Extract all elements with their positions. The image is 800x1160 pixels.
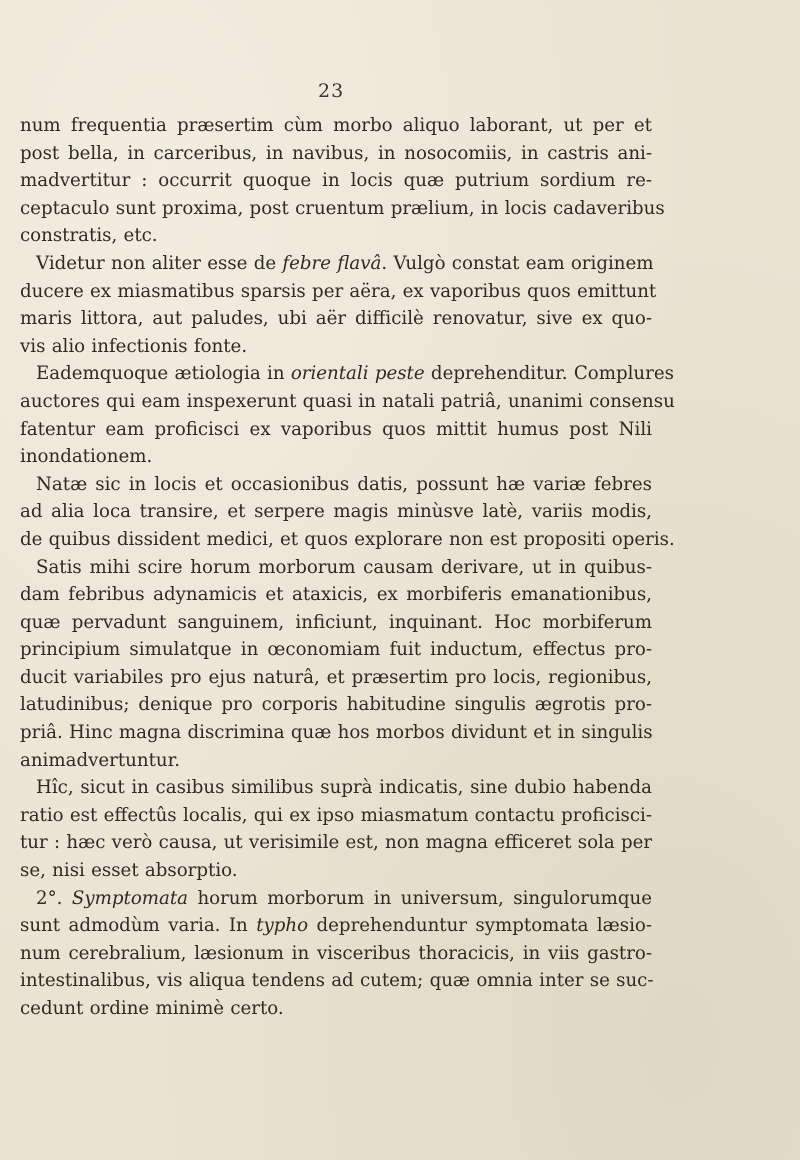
text-line: cedunt ordine minimè certo. [20,998,284,1019]
text-line: Hîc, sicut in casibus similibus suprà indicatis, sine dubio habenda [36,777,652,799]
text-line: ceptaculo sunt proxima, post cruentum prælium, in locis cadaveribus [20,197,665,219]
text-line: fatentur eam proficisci ex vaporibus quos mittit humus post Nili [20,418,652,440]
text-line: madvertitur : occurrit quoque in locis quæ putrium sordium re- [20,170,652,192]
text-line: principium simulatque in œconomiam fuit inductum, effectus pro- [20,639,652,661]
text-line: constratis, etc. [20,225,158,247]
text-line: inondationem. [20,446,153,468]
text-line: maris littora, aut paludes, ubi aër difficilè renovatur, sive ex quo- [20,308,652,330]
text-line: dam febribus adynamicis et ataxicis, ex morbiferis emanationibus, [20,584,652,606]
text-line: intestinalibus, vis aliqua tendens ad cutem; quæ omnia inter se suc- [20,970,654,992]
text-line: sunt admodùm varia. In typho deprehenduntur symptomata læsio- [20,915,652,937]
italic-term: orientali peste [290,363,425,385]
text-line: quæ pervadunt sanguinem, inficiunt, inquinant. Hoc morbiferum [20,611,652,633]
text-line: ratio est effectûs localis, qui ex ipso miasmatum contactu proficisci- [20,804,652,826]
text-line: 2°. Symptomata horum morborum in universum, singulorumque [36,887,652,909]
page-number: 23 [318,80,345,102]
text-line: Satis mihi scire horum morborum causam derivare, ut in quibus- [36,556,652,578]
text-line: Videtur non aliter esse de febre flavâ. Vulgò constat eam originem [36,252,654,274]
text-line: ducit variabiles pro ejus naturâ, et præsertim pro locis, regionibus, [20,666,652,688]
text-line: animadvertuntur. [20,749,181,771]
italic-term: Symptomata [71,887,189,909]
text-line: post bella, in carceribus, in navibus, in nosocomiis, in castris ani- [20,142,652,164]
text-line: ad alia loca transire, et serpere magis minùsve latè, variis modis, [20,501,652,523]
text-line: num cerebralium, læsionum in visceribus thoracicis, in viis gastro- [20,942,652,964]
text-line: latudinibus; denique pro corporis habitudine singulis ægrotis pro- [20,694,652,716]
text-line: priâ. Hinc magna discrimina quæ hos morbos dividunt et in singulis [20,722,653,744]
text-line: de quibus dissident medici, et quos explorare non est propositi operis. [20,528,675,550]
text-line: Eademquoque ætiologia in orientali peste deprehenditur. Complures [36,363,674,385]
text-line: auctores qui eam inspexerunt quasi in natali patriâ, unanimi consensu [20,390,675,412]
text-line: vis alio infectionis fonte. [20,335,248,357]
italic-term: febre flavâ [282,252,382,274]
text-line: ducere ex miasmatibus sparsis per aëra, ex vaporibus quos emittunt [20,280,657,302]
body-text [20,112,675,1023]
italic-term: typho [256,915,309,937]
text-line: se, nisi esset absorptio. [20,860,238,882]
text-line: Natæ sic in locis et occasionibus datis, possunt hæ variæ febres [36,473,652,495]
text-line: tur : hæc verò causa, ut verisimile est, non magna efficeret sola per [20,832,653,854]
text-line: num frequentia præsertim cùm morbo aliquo laborant, ut per et [20,115,652,136]
